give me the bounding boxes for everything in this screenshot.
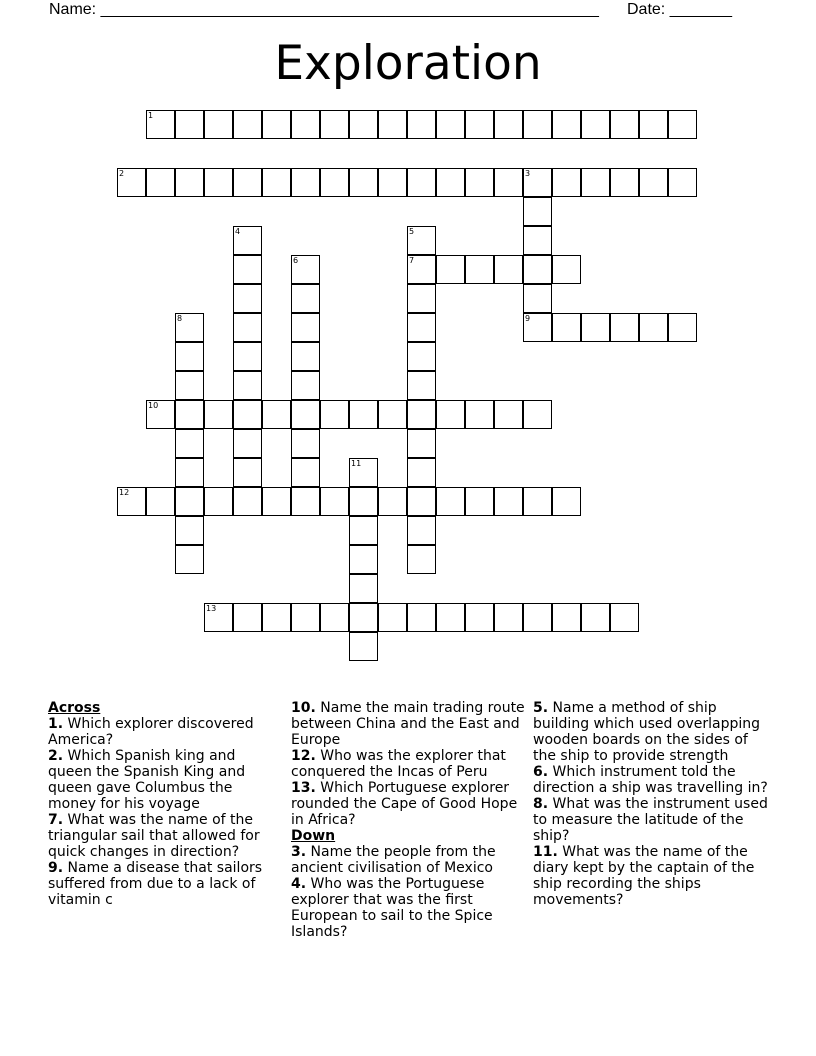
grid-cell[interactable] xyxy=(552,255,581,284)
grid-cell[interactable] xyxy=(175,168,204,197)
grid-cell[interactable] xyxy=(175,371,204,400)
grid-cell[interactable] xyxy=(349,574,378,603)
grid-cell[interactable] xyxy=(407,284,436,313)
grid-cell[interactable] xyxy=(407,110,436,139)
clue-number: 3 xyxy=(525,169,531,178)
grid-cell[interactable] xyxy=(407,516,436,545)
grid-cell[interactable] xyxy=(291,458,320,487)
clue-down-5: 5. Name a method of ship building which used overlapping wooden boards on the sides of the ship to provide strength xyxy=(533,700,760,764)
grid-cell[interactable] xyxy=(581,168,610,197)
grid-cell[interactable] xyxy=(233,400,262,429)
clue-down-3: 3. Name the people from the ancient civilisation of Mexico xyxy=(291,844,496,876)
grid-cell[interactable] xyxy=(175,545,204,574)
down-heading: Down xyxy=(291,828,336,844)
grid-cell[interactable] xyxy=(407,255,436,284)
grid-cell[interactable] xyxy=(465,487,494,516)
grid-cell[interactable] xyxy=(175,313,204,342)
grid-cell[interactable] xyxy=(378,603,407,632)
clue-down-4: 4. Who was the Portuguese explorer that was the first European to sail to the Spice Islands? xyxy=(291,876,493,940)
grid-cell[interactable] xyxy=(407,487,436,516)
clue-across-12: 12. Who was the explorer that conquered the Incas of Peru xyxy=(291,748,506,780)
grid-cell[interactable] xyxy=(552,313,581,342)
grid-cell[interactable] xyxy=(523,603,552,632)
across-heading: Across xyxy=(48,700,101,716)
grid-cell[interactable] xyxy=(523,284,552,313)
grid-cell[interactable] xyxy=(552,168,581,197)
grid-cell[interactable] xyxy=(175,458,204,487)
grid-cell[interactable] xyxy=(494,255,523,284)
clue-number: 10 xyxy=(148,401,159,410)
date-field[interactable]: Date: _______ xyxy=(627,1,732,18)
grid-cell[interactable] xyxy=(204,110,233,139)
grid-cell[interactable] xyxy=(349,487,378,516)
grid-cell[interactable] xyxy=(175,342,204,371)
clue-down-6: 6. Which instrument told the direction a ship was travelling in? xyxy=(533,764,768,796)
grid-cell[interactable] xyxy=(117,487,146,516)
grid-cell[interactable] xyxy=(233,284,262,313)
grid-cell[interactable] xyxy=(320,603,349,632)
grid-cell[interactable] xyxy=(465,400,494,429)
grid-cell[interactable] xyxy=(407,545,436,574)
clues-column-2 xyxy=(291,700,527,940)
grid-cell[interactable] xyxy=(668,313,697,342)
grid-cell[interactable] xyxy=(610,313,639,342)
grid-cell[interactable] xyxy=(233,168,262,197)
grid-cell[interactable] xyxy=(523,255,552,284)
grid-cell[interactable] xyxy=(175,487,204,516)
clue-number: 8 xyxy=(177,314,183,323)
grid-cell[interactable] xyxy=(175,400,204,429)
grid-cell[interactable] xyxy=(262,400,291,429)
grid-cell[interactable] xyxy=(436,603,465,632)
clue-number: 12 xyxy=(119,488,130,497)
grid-cell[interactable] xyxy=(233,342,262,371)
grid-cell[interactable] xyxy=(204,400,233,429)
grid-cell[interactable] xyxy=(175,516,204,545)
grid-cell[interactable] xyxy=(204,487,233,516)
clue-across-9: 9. Name a disease that sailors suffered from due to a lack of vitamin c xyxy=(48,860,263,908)
grid-cell[interactable] xyxy=(291,429,320,458)
grid-cell[interactable] xyxy=(639,168,668,197)
grid-cell[interactable] xyxy=(494,110,523,139)
grid-cell[interactable] xyxy=(552,487,581,516)
grid-cell[interactable] xyxy=(610,110,639,139)
grid-cell[interactable] xyxy=(262,168,291,197)
clue-number: 6 xyxy=(293,256,299,265)
grid-cell[interactable] xyxy=(146,487,175,516)
grid-cell[interactable] xyxy=(233,371,262,400)
grid-cell[interactable] xyxy=(407,342,436,371)
grid-cell[interactable] xyxy=(494,487,523,516)
grid-cell[interactable] xyxy=(291,313,320,342)
clue-down-11: 11. What was the name of the diary kept by the captain of the ship recording the ships movements? xyxy=(533,844,755,908)
clue-across-13: 13. Which Portuguese explorer rounded the Cape of Good Hope in Africa? xyxy=(291,780,518,828)
grid-cell[interactable] xyxy=(262,603,291,632)
clue-down-8: 8. What was the instrument used to measure the latitude of the ship? xyxy=(533,796,768,844)
grid-cell[interactable] xyxy=(233,110,262,139)
grid-cell[interactable] xyxy=(407,313,436,342)
grid-cell[interactable] xyxy=(407,226,436,255)
clue-number: 2 xyxy=(119,169,125,178)
grid-cell[interactable] xyxy=(320,110,349,139)
clue-number: 11 xyxy=(351,459,362,468)
grid-cell[interactable] xyxy=(349,458,378,487)
grid-cell[interactable] xyxy=(233,458,262,487)
grid-cell[interactable] xyxy=(233,313,262,342)
grid-cell[interactable] xyxy=(291,255,320,284)
clue-number: 5 xyxy=(409,227,415,236)
grid-cell[interactable] xyxy=(407,429,436,458)
grid-cell[interactable] xyxy=(262,110,291,139)
grid-cell[interactable] xyxy=(523,168,552,197)
grid-cell[interactable] xyxy=(552,110,581,139)
grid-cell[interactable] xyxy=(262,487,291,516)
grid-cell[interactable] xyxy=(349,632,378,661)
grid-cell[interactable] xyxy=(291,603,320,632)
grid-cell[interactable] xyxy=(523,487,552,516)
grid-cell[interactable] xyxy=(378,168,407,197)
grid-cell[interactable] xyxy=(291,284,320,313)
grid-cell[interactable] xyxy=(233,603,262,632)
grid-cell[interactable] xyxy=(523,400,552,429)
grid-cell[interactable] xyxy=(523,197,552,226)
grid-cell[interactable] xyxy=(349,545,378,574)
grid-cell[interactable] xyxy=(465,168,494,197)
grid-cell[interactable] xyxy=(291,400,320,429)
grid-cell[interactable] xyxy=(233,255,262,284)
grid-cell[interactable] xyxy=(233,226,262,255)
grid-cell[interactable] xyxy=(552,603,581,632)
grid-cell[interactable] xyxy=(407,603,436,632)
grid-cell[interactable] xyxy=(175,429,204,458)
grid-cell[interactable] xyxy=(581,110,610,139)
grid-cell[interactable] xyxy=(320,168,349,197)
grid-cell[interactable] xyxy=(233,487,262,516)
grid-cell[interactable] xyxy=(639,313,668,342)
grid-cell[interactable] xyxy=(291,487,320,516)
grid-cell[interactable] xyxy=(610,168,639,197)
grid-cell[interactable] xyxy=(494,168,523,197)
grid-cell[interactable] xyxy=(407,371,436,400)
grid-cell[interactable] xyxy=(581,313,610,342)
grid-cell[interactable] xyxy=(349,168,378,197)
grid-cell[interactable] xyxy=(494,400,523,429)
grid-cell[interactable] xyxy=(523,313,552,342)
grid-cell[interactable] xyxy=(378,110,407,139)
grid-cell[interactable] xyxy=(436,487,465,516)
grid-cell[interactable] xyxy=(436,110,465,139)
puzzle-title: Exploration xyxy=(274,36,542,91)
clues-column-3 xyxy=(533,700,773,908)
grid-cell[interactable] xyxy=(378,400,407,429)
grid-cell[interactable] xyxy=(436,168,465,197)
clue-number: 13 xyxy=(206,604,217,613)
grid-cell[interactable] xyxy=(610,603,639,632)
clue-number: 1 xyxy=(148,111,154,120)
grid-cell[interactable] xyxy=(291,342,320,371)
grid-cell[interactable] xyxy=(291,110,320,139)
grid-cell[interactable] xyxy=(523,110,552,139)
grid-cell[interactable] xyxy=(494,603,523,632)
grid-cell[interactable] xyxy=(668,110,697,139)
grid-cell[interactable] xyxy=(291,371,320,400)
grid-cell[interactable] xyxy=(117,168,146,197)
grid-cell[interactable] xyxy=(668,168,697,197)
grid-cell[interactable] xyxy=(523,226,552,255)
grid-cell[interactable] xyxy=(320,400,349,429)
clue-number: 4 xyxy=(235,227,241,236)
grid-cell[interactable] xyxy=(349,110,378,139)
grid-cell[interactable] xyxy=(639,110,668,139)
grid-cell[interactable] xyxy=(465,255,494,284)
grid-cell[interactable] xyxy=(407,458,436,487)
clue-across-1: 1. Which explorer discovered America? xyxy=(48,716,254,748)
grid-cell[interactable] xyxy=(378,487,407,516)
name-field[interactable]: Name: ________________________________________________________ xyxy=(49,1,599,18)
grid-cell[interactable] xyxy=(175,110,204,139)
grid-cell[interactable] xyxy=(146,400,175,429)
grid-cell[interactable] xyxy=(349,603,378,632)
grid-cell[interactable] xyxy=(320,487,349,516)
grid-cell[interactable] xyxy=(407,168,436,197)
grid-cell[interactable] xyxy=(349,400,378,429)
grid-cell[interactable] xyxy=(436,400,465,429)
clue-across-7: 7. What was the name of the triangular sail that allowed for quick changes in direction? xyxy=(48,812,260,860)
grid-cell[interactable] xyxy=(465,603,494,632)
clue-number: 9 xyxy=(525,314,531,323)
grid-cell[interactable] xyxy=(146,110,175,139)
clue-across-10: 10. Name the main trading route between China and the East and Europe xyxy=(291,700,525,748)
grid-cell[interactable] xyxy=(581,603,610,632)
grid-cell[interactable] xyxy=(407,400,436,429)
grid-cell[interactable] xyxy=(204,603,233,632)
grid-cell[interactable] xyxy=(204,168,233,197)
grid-cell[interactable] xyxy=(291,168,320,197)
grid-cell[interactable] xyxy=(233,429,262,458)
grid-cell[interactable] xyxy=(436,255,465,284)
clues-column-1 xyxy=(48,700,276,908)
clue-across-2: 2. Which Spanish king and queen the Spanish King and queen gave Columbus the money for his voyage xyxy=(48,748,246,812)
clue-number: 7 xyxy=(409,256,415,265)
grid-cell[interactable] xyxy=(349,516,378,545)
grid-cell[interactable] xyxy=(146,168,175,197)
grid-cell[interactable] xyxy=(465,110,494,139)
